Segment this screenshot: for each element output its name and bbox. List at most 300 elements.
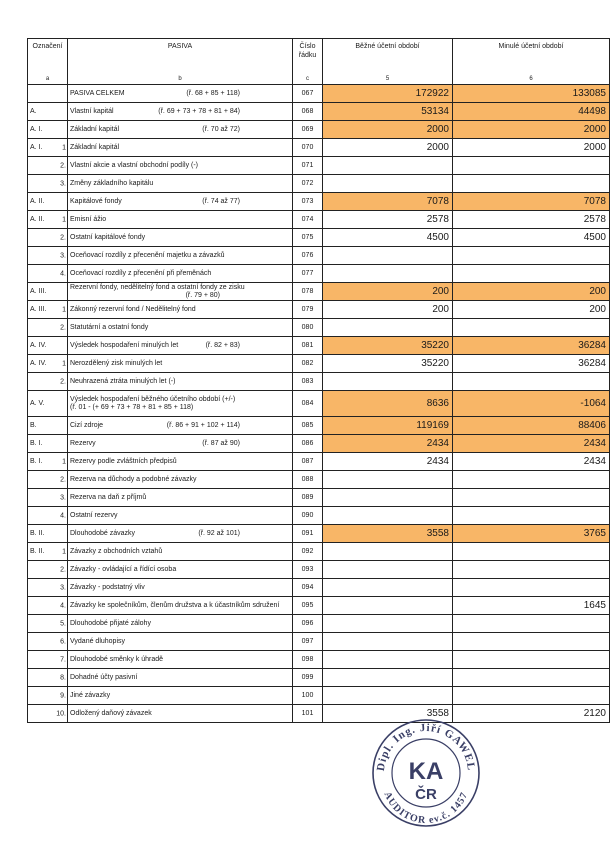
table-row — [28, 337, 610, 355]
cell-line-number: 074 — [293, 211, 323, 229]
cell-previous-period — [453, 319, 610, 337]
cell-line-number: 087 — [293, 453, 323, 471]
item-description: Dlouhodobé směnky k úhradě — [70, 656, 164, 663]
letter-b: b — [68, 74, 293, 85]
item-number: 8. — [60, 674, 66, 681]
cell-line-number: 070 — [293, 139, 323, 157]
item-number: 7. — [60, 656, 66, 663]
cell-designation — [28, 561, 68, 579]
stamp-logo-top: KA — [408, 758, 444, 785]
cell-designation — [28, 391, 68, 417]
item-description: Jiné závazky — [70, 692, 111, 699]
designation-code: A. II. — [30, 198, 45, 205]
cell-current-period — [323, 561, 453, 579]
designation-code: A. IV. — [30, 342, 47, 349]
item-number: 5. — [60, 620, 66, 627]
designation-code: B. II. — [30, 548, 45, 555]
cell-description — [68, 471, 293, 489]
cell-line-number: 091 — [293, 525, 323, 543]
item-description: Rezervní fondy, nedělitelný fond a ostatní fondy ze zisku — [70, 283, 245, 291]
cell-previous-period — [453, 471, 610, 489]
cell-description — [68, 633, 293, 651]
cell-designation — [28, 355, 68, 373]
table-row — [28, 489, 610, 507]
cell-description — [68, 561, 293, 579]
item-description: Rezervy podle zvláštních předpisů — [70, 458, 177, 465]
header-current-period: Běžné účetní období — [323, 39, 453, 75]
cell-current-period — [323, 265, 453, 283]
cell-previous-period — [453, 175, 610, 193]
cell-line-number: 076 — [293, 247, 323, 265]
item-description: Oceňovací rozdíly z přecenění při přeměnách — [70, 270, 212, 277]
cell-previous-period — [453, 489, 610, 507]
cell-previous-period — [453, 633, 610, 651]
table-row — [28, 229, 610, 247]
cell-designation — [28, 615, 68, 633]
item-description: Vydané dluhopisy — [70, 638, 126, 645]
item-description: Cizí zdroje — [70, 422, 104, 429]
cell-current-period: 4500 — [323, 229, 453, 247]
cell-current-period: 200 — [323, 283, 453, 301]
cell-designation — [28, 193, 68, 211]
cell-current-period: 172922 — [323, 85, 453, 103]
item-number: 6. — [60, 638, 66, 645]
cell-description — [68, 615, 293, 633]
table-row — [28, 507, 610, 525]
balance-sheet-liabilities-table — [27, 38, 610, 723]
cell-line-number: 084 — [293, 391, 323, 417]
cell-previous-period: 133085 — [453, 85, 610, 103]
cell-line-number: 085 — [293, 417, 323, 435]
cell-line-number: 079 — [293, 301, 323, 319]
item-description: Závazky - podstatný vliv — [70, 584, 145, 591]
item-formula: (ř. 69 + 73 + 78 + 81 + 84) — [158, 108, 240, 115]
letter-5: 5 — [323, 74, 453, 85]
table-row — [28, 319, 610, 337]
table-row — [28, 211, 610, 229]
table-row — [28, 157, 610, 175]
table-row — [28, 139, 610, 157]
table-row — [28, 391, 610, 417]
cell-line-number: 072 — [293, 175, 323, 193]
item-description: Neuhrazená ztráta minulých let (-) — [70, 378, 176, 385]
designation-code: B. II. — [30, 530, 45, 537]
cell-description — [68, 391, 293, 417]
stamp-bottom-text: AUDITOR ev.č. 1457 — [381, 790, 471, 827]
item-description: Oceňovací rozdíly z přecenění majetku a závazků — [70, 252, 225, 259]
item-description: Emisní ážio — [70, 216, 107, 223]
item-number: 1 — [62, 216, 66, 223]
cell-designation — [28, 453, 68, 471]
item-description: Rezerva na daň z příjmů — [70, 494, 147, 501]
item-description: Závazky ke společníkům, členům družstva a k účastníkům sdružení — [70, 602, 280, 609]
cell-line-number: 090 — [293, 507, 323, 525]
cell-designation — [28, 471, 68, 489]
cell-description — [68, 507, 293, 525]
letter-c: c — [293, 74, 323, 85]
cell-designation — [28, 651, 68, 669]
cell-current-period — [323, 687, 453, 705]
designation-code: A. I. — [30, 126, 43, 133]
item-description: Kapitálové fondy — [70, 198, 122, 205]
cell-designation — [28, 139, 68, 157]
cell-description — [68, 669, 293, 687]
cell-previous-period — [453, 373, 610, 391]
item-number: 1 — [62, 144, 66, 151]
designation-code: A. II. — [30, 216, 45, 223]
cell-description — [68, 435, 293, 453]
cell-current-period — [323, 669, 453, 687]
item-number: 2. — [60, 476, 66, 483]
table-row — [28, 193, 610, 211]
cell-current-period: 53134 — [323, 103, 453, 121]
letter-6: 6 — [453, 74, 610, 85]
cell-previous-period: 2434 — [453, 435, 610, 453]
item-number: 1 — [62, 458, 66, 465]
table-row — [28, 301, 610, 319]
item-description: Závazky - ovládající a řídící osoba — [70, 566, 177, 573]
cell-designation — [28, 247, 68, 265]
item-number: 4. — [60, 602, 66, 609]
cell-previous-period: 2000 — [453, 139, 610, 157]
item-formula: (ř. 68 + 85 + 118) — [186, 90, 240, 97]
cell-designation — [28, 85, 68, 103]
cell-designation — [28, 121, 68, 139]
item-number: 2. — [60, 566, 66, 573]
item-description: Vlastní kapitál — [70, 108, 114, 115]
cell-description — [68, 489, 293, 507]
designation-code: B. I. — [30, 440, 43, 447]
designation-code: A. III. — [30, 306, 47, 313]
cell-line-number: 097 — [293, 633, 323, 651]
cell-description — [68, 597, 293, 615]
cell-previous-period: -1064 — [453, 391, 610, 417]
table-row — [28, 669, 610, 687]
cell-designation — [28, 543, 68, 561]
cell-description — [68, 543, 293, 561]
cell-current-period: 2434 — [323, 435, 453, 453]
cell-previous-period: 7078 — [453, 193, 610, 211]
table-row — [28, 525, 610, 543]
cell-current-period — [323, 373, 453, 391]
cell-previous-period: 3765 — [453, 525, 610, 543]
table-row — [28, 597, 610, 615]
cell-current-period: 2000 — [323, 121, 453, 139]
cell-previous-period — [453, 687, 610, 705]
cell-description — [68, 355, 293, 373]
cell-line-number: 098 — [293, 651, 323, 669]
table-row — [28, 453, 610, 471]
cell-current-period — [323, 651, 453, 669]
item-description: Statutární a ostatní fondy — [70, 324, 149, 331]
cell-description — [68, 453, 293, 471]
cell-previous-period — [453, 669, 610, 687]
cell-current-period — [323, 543, 453, 561]
designation-code: B. — [30, 422, 37, 429]
cell-description — [68, 121, 293, 139]
table-row — [28, 651, 610, 669]
cell-designation — [28, 435, 68, 453]
item-number: 9. — [60, 692, 66, 699]
table-row — [28, 561, 610, 579]
cell-current-period: 2578 — [323, 211, 453, 229]
item-formula: (ř. 74 až 77) — [202, 198, 240, 205]
cell-description — [68, 301, 293, 319]
cell-designation — [28, 103, 68, 121]
cell-description — [68, 579, 293, 597]
cell-designation — [28, 283, 68, 301]
cell-description — [68, 247, 293, 265]
cell-line-number: 094 — [293, 579, 323, 597]
cell-description — [68, 211, 293, 229]
cell-line-number: 073 — [293, 193, 323, 211]
table-row — [28, 373, 610, 391]
table-row — [28, 417, 610, 435]
item-description: Výsledek hospodaření minulých let — [70, 342, 179, 349]
cell-description — [68, 283, 293, 301]
item-description: Rezervy — [70, 440, 96, 447]
table-row — [28, 85, 610, 103]
item-number: 1 — [62, 360, 66, 367]
table-row — [28, 435, 610, 453]
cell-previous-period — [453, 507, 610, 525]
cell-designation — [28, 373, 68, 391]
cell-line-number: 100 — [293, 687, 323, 705]
cell-previous-period — [453, 543, 610, 561]
table-row — [28, 579, 610, 597]
item-formula: (ř. 79 + 80) — [185, 291, 220, 299]
cell-current-period — [323, 247, 453, 265]
item-description: Nerozdělený zisk minulých let — [70, 360, 163, 367]
cell-designation — [28, 579, 68, 597]
item-description: Ostatní rezervy — [70, 512, 118, 519]
header-designation: Označení — [28, 39, 68, 75]
table-row — [28, 265, 610, 283]
item-description: Základní kapitál — [70, 126, 120, 133]
header-line-number: Číslo řádku — [293, 39, 323, 75]
item-number: 2. — [60, 162, 66, 169]
cell-current-period: 35220 — [323, 355, 453, 373]
cell-line-number: 101 — [293, 705, 323, 723]
cell-line-number: 071 — [293, 157, 323, 175]
cell-description — [68, 229, 293, 247]
cell-previous-period: 36284 — [453, 337, 610, 355]
cell-description — [68, 193, 293, 211]
cell-current-period — [323, 597, 453, 615]
cell-previous-period — [453, 561, 610, 579]
item-formula: (ř. 01 - (+ 69 + 73 + 78 + 81 + 85 + 118) — [70, 403, 194, 411]
cell-description — [68, 85, 293, 103]
cell-current-period — [323, 471, 453, 489]
cell-previous-period — [453, 247, 610, 265]
item-number: 3. — [60, 252, 66, 259]
table-row — [28, 283, 610, 301]
item-description: Rezerva na důchody a podobné závazky — [70, 476, 197, 483]
cell-description — [68, 139, 293, 157]
cell-current-period — [323, 489, 453, 507]
cell-designation — [28, 633, 68, 651]
cell-line-number: 080 — [293, 319, 323, 337]
cell-description — [68, 157, 293, 175]
item-description: Dohadné účty pasivní — [70, 674, 138, 681]
cell-line-number: 086 — [293, 435, 323, 453]
item-number: 2. — [60, 378, 66, 385]
item-number: 3. — [60, 180, 66, 187]
cell-previous-period: 2120 — [453, 705, 610, 723]
cell-designation — [28, 705, 68, 723]
item-number: 2. — [60, 324, 66, 331]
cell-designation — [28, 489, 68, 507]
cell-previous-period: 200 — [453, 301, 610, 319]
table-row — [28, 705, 610, 723]
stamp-top-text: Dipl. Ing. Jiří GAWEL — [374, 721, 478, 772]
cell-previous-period — [453, 265, 610, 283]
table-row — [28, 687, 610, 705]
letter-a: a — [28, 74, 68, 85]
item-description: Zákonný rezervní fond / Nedělitelný fond — [70, 306, 196, 313]
cell-current-period — [323, 615, 453, 633]
auditor-stamp — [370, 717, 482, 829]
cell-previous-period — [453, 615, 610, 633]
item-number: 2. — [60, 234, 66, 241]
cell-line-number: 077 — [293, 265, 323, 283]
cell-line-number: 089 — [293, 489, 323, 507]
cell-designation — [28, 337, 68, 355]
cell-description — [68, 705, 293, 723]
item-formula: (ř. 92 až 101) — [198, 530, 240, 537]
cell-previous-period — [453, 579, 610, 597]
cell-description — [68, 687, 293, 705]
cell-current-period — [323, 175, 453, 193]
stamp-logo-bottom: ČR — [415, 786, 437, 803]
cell-line-number: 093 — [293, 561, 323, 579]
cell-description — [68, 337, 293, 355]
item-formula: (ř. 87 až 90) — [202, 440, 240, 447]
item-number: 4. — [60, 512, 66, 519]
cell-current-period — [323, 579, 453, 597]
cell-designation — [28, 669, 68, 687]
item-formula: (ř. 70 až 72) — [202, 126, 240, 133]
cell-current-period — [323, 157, 453, 175]
cell-current-period — [323, 633, 453, 651]
header-previous-period: Minulé účetní období — [453, 39, 610, 75]
cell-current-period — [323, 507, 453, 525]
cell-designation — [28, 229, 68, 247]
cell-line-number: 088 — [293, 471, 323, 489]
cell-line-number: 075 — [293, 229, 323, 247]
cell-description — [68, 651, 293, 669]
cell-line-number: 068 — [293, 103, 323, 121]
item-description: Vlastní akcie a vlastní obchodní podíly (-) — [70, 162, 199, 169]
cell-current-period — [323, 319, 453, 337]
cell-line-number: 092 — [293, 543, 323, 561]
designation-code: A. — [30, 108, 37, 115]
cell-previous-period: 2578 — [453, 211, 610, 229]
item-formula: (ř. 82 + 83) — [205, 342, 240, 349]
cell-line-number: 099 — [293, 669, 323, 687]
cell-description — [68, 373, 293, 391]
item-formula: (ř. 86 + 91 + 102 + 114) — [166, 422, 240, 429]
item-description: Výsledek hospodaření běžného účetního období (+/-) — [70, 395, 236, 403]
cell-previous-period — [453, 157, 610, 175]
table-row — [28, 543, 610, 561]
cell-designation — [28, 597, 68, 615]
cell-line-number: 078 — [293, 283, 323, 301]
item-number: 1 — [62, 548, 66, 555]
cell-previous-period: 88406 — [453, 417, 610, 435]
designation-code: A. III. — [30, 288, 47, 295]
table-header-row — [28, 39, 610, 75]
cell-description — [68, 319, 293, 337]
item-description: Ostatní kapitálové fondy — [70, 234, 146, 241]
cell-line-number: 069 — [293, 121, 323, 139]
cell-designation — [28, 211, 68, 229]
cell-previous-period — [453, 651, 610, 669]
cell-line-number: 081 — [293, 337, 323, 355]
cell-current-period: 2000 — [323, 139, 453, 157]
cell-previous-period: 2434 — [453, 453, 610, 471]
cell-designation — [28, 157, 68, 175]
table-row — [28, 121, 610, 139]
cell-designation — [28, 687, 68, 705]
cell-current-period: 119169 — [323, 417, 453, 435]
item-description: Dlouhodobé přijaté zálohy — [70, 620, 151, 627]
table-row — [28, 471, 610, 489]
cell-previous-period: 36284 — [453, 355, 610, 373]
cell-designation — [28, 175, 68, 193]
item-description: Závazky z obchodních vztahů — [70, 548, 163, 555]
table-row — [28, 103, 610, 121]
cell-current-period: 3558 — [323, 525, 453, 543]
designation-code: A. I. — [30, 144, 43, 151]
cell-description — [68, 525, 293, 543]
table-row — [28, 175, 610, 193]
item-number: 10. — [56, 710, 66, 717]
item-description: Odložený daňový závazek — [70, 710, 152, 717]
cell-designation — [28, 319, 68, 337]
cell-current-period: 35220 — [323, 337, 453, 355]
item-description: Změny základního kapitálu — [70, 180, 154, 187]
cell-designation — [28, 507, 68, 525]
cell-line-number: 067 — [293, 85, 323, 103]
cell-designation — [28, 265, 68, 283]
item-number: 1 — [62, 306, 66, 313]
cell-description — [68, 265, 293, 283]
table-row — [28, 355, 610, 373]
item-description: Dlouhodobé závazky — [70, 530, 135, 537]
designation-code: A. V. — [30, 400, 45, 407]
cell-previous-period: 2000 — [453, 121, 610, 139]
cell-line-number: 096 — [293, 615, 323, 633]
cell-previous-period: 4500 — [453, 229, 610, 247]
cell-line-number: 095 — [293, 597, 323, 615]
cell-current-period: 8636 — [323, 391, 453, 417]
designation-code: B. I. — [30, 458, 43, 465]
table-letter-row — [28, 74, 610, 85]
item-number: 3. — [60, 494, 66, 501]
cell-description — [68, 175, 293, 193]
cell-current-period: 3558 — [323, 705, 453, 723]
cell-designation — [28, 525, 68, 543]
cell-current-period: 2434 — [323, 453, 453, 471]
cell-previous-period: 200 — [453, 283, 610, 301]
item-number: 4. — [60, 270, 66, 277]
item-number: 3. — [60, 584, 66, 591]
cell-current-period: 200 — [323, 301, 453, 319]
item-description: Základní kapitál — [70, 144, 120, 151]
header-liabilities: PASIVA — [68, 39, 293, 75]
item-description: PASIVA CELKEM — [70, 90, 125, 97]
